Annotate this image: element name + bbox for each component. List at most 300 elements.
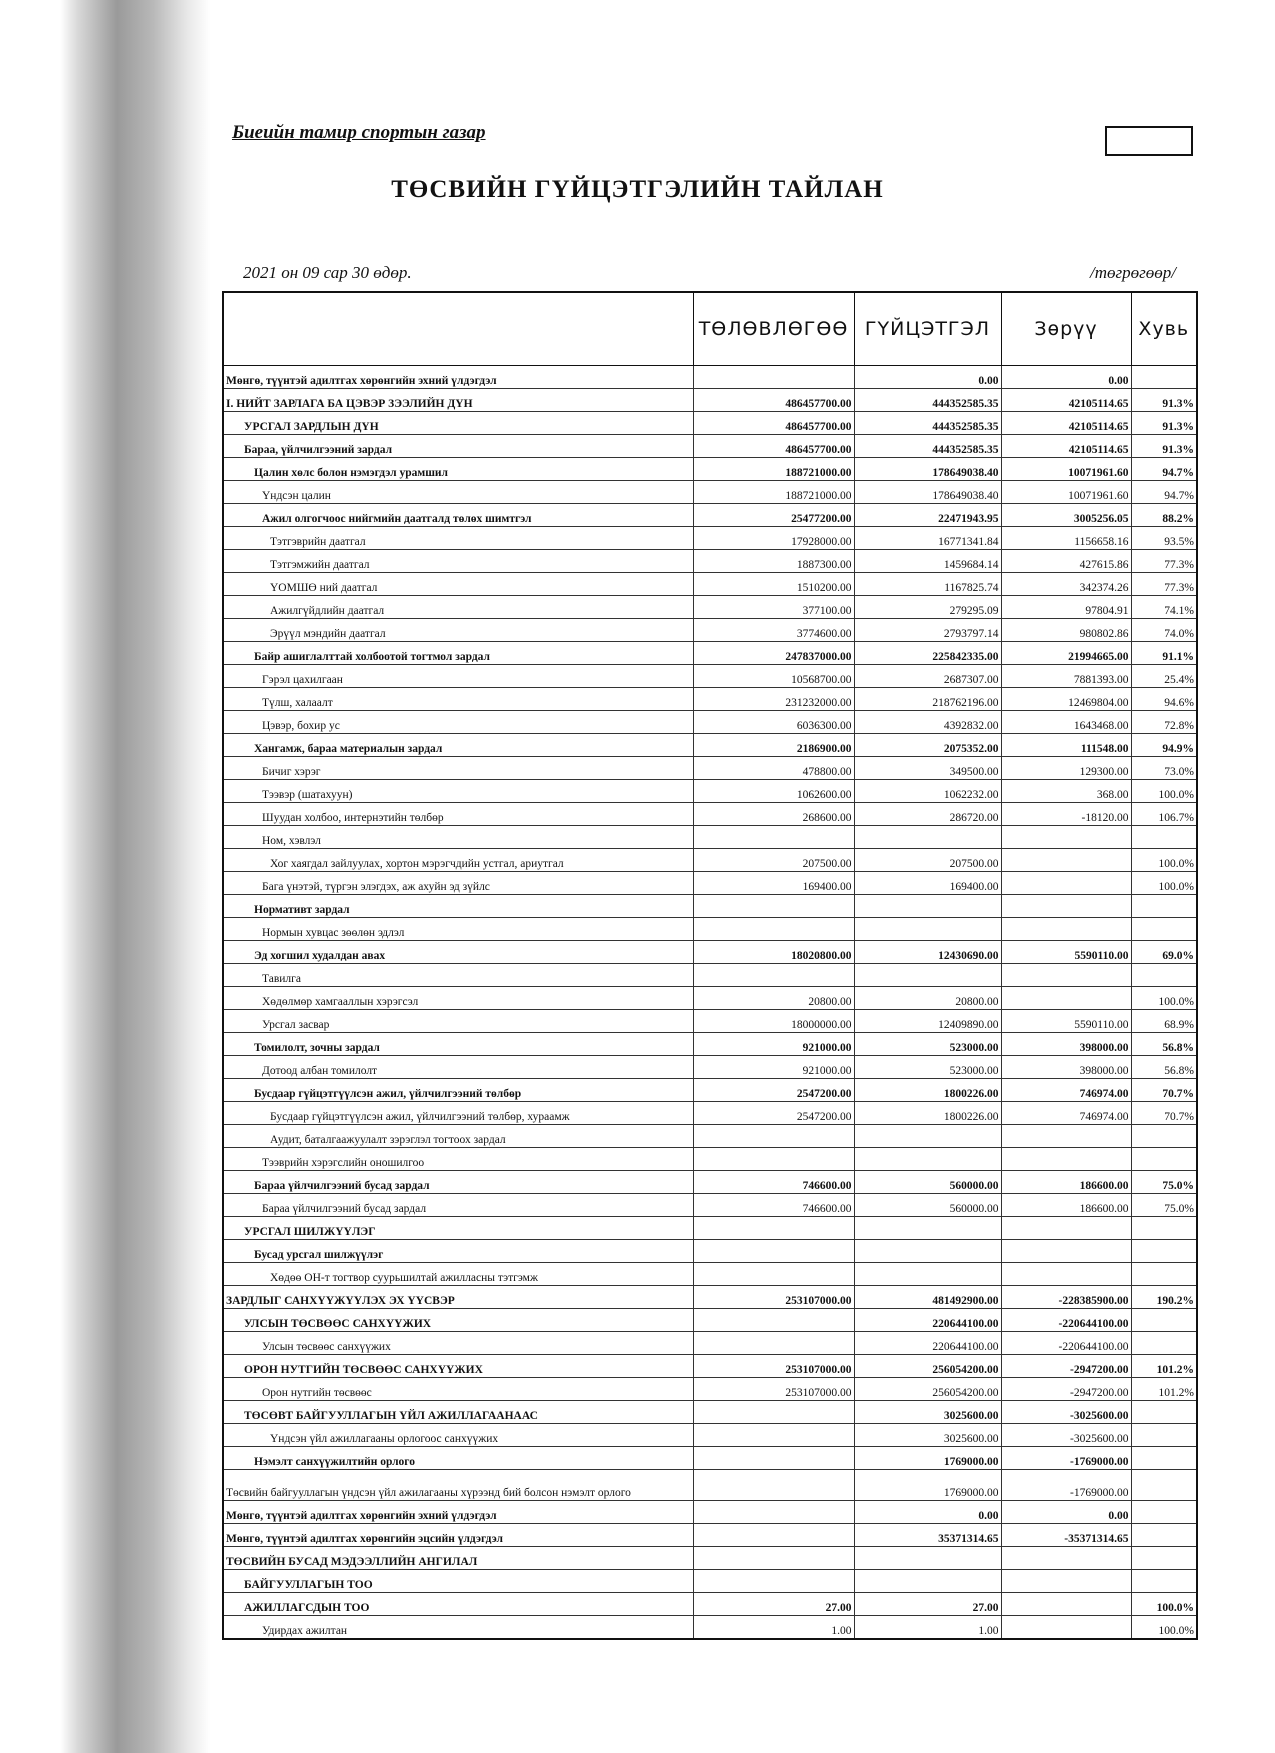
header-actual: ГҮЙЦЭТГЭЛ xyxy=(854,292,1001,366)
cell-percent xyxy=(1131,1470,1197,1501)
table-row xyxy=(223,734,1197,757)
cell-percent: 56.8% xyxy=(1131,1033,1197,1056)
cell-percent: 94.6% xyxy=(1131,688,1197,711)
cell-actual: 220644100.00 xyxy=(854,1332,1001,1355)
cell-percent xyxy=(1131,1424,1197,1447)
cell-difference xyxy=(1001,964,1131,987)
cell-plan: 25477200.00 xyxy=(693,504,854,527)
cell-difference xyxy=(1001,1616,1131,1640)
table-row xyxy=(223,596,1197,619)
cell-difference: -2947200.00 xyxy=(1001,1378,1131,1401)
header-plan: ТӨЛӨВЛӨГӨӨ xyxy=(693,292,854,366)
cell-difference xyxy=(1001,1125,1131,1148)
cell-percent: 75.0% xyxy=(1131,1171,1197,1194)
cell-plan xyxy=(693,1148,854,1171)
cell-difference: 186600.00 xyxy=(1001,1171,1131,1194)
cell-actual: 1062232.00 xyxy=(854,780,1001,803)
cell-plan: 169400.00 xyxy=(693,872,854,895)
row-label: Үндсэн үйл ажиллагааны орлогоос санхүүжих xyxy=(223,1424,693,1447)
cell-difference: 0.00 xyxy=(1001,1501,1131,1524)
cell-difference: 10071961.60 xyxy=(1001,458,1131,481)
cell-difference: -220644100.00 xyxy=(1001,1332,1131,1355)
table-row xyxy=(223,504,1197,527)
table-row xyxy=(223,1102,1197,1125)
cell-percent xyxy=(1131,895,1197,918)
table-row xyxy=(223,803,1197,826)
cell-difference: -3025600.00 xyxy=(1001,1401,1131,1424)
cell-percent: 91.3% xyxy=(1131,435,1197,458)
cell-plan: 478800.00 xyxy=(693,757,854,780)
cell-percent: 100.0% xyxy=(1131,1593,1197,1616)
cell-percent: 106.7% xyxy=(1131,803,1197,826)
cell-percent: 91.3% xyxy=(1131,412,1197,435)
cell-actual: 560000.00 xyxy=(854,1194,1001,1217)
table-row xyxy=(223,1240,1197,1263)
row-label: Тавилга xyxy=(223,964,693,987)
cell-plan: 746600.00 xyxy=(693,1194,854,1217)
cell-plan xyxy=(693,366,854,389)
table-row xyxy=(223,1593,1197,1616)
scan-binding-shadow xyxy=(60,0,210,1753)
cell-actual: 218762196.00 xyxy=(854,688,1001,711)
cell-actual: 1769000.00 xyxy=(854,1447,1001,1470)
cell-plan: 253107000.00 xyxy=(693,1286,854,1309)
row-label: Шуудан холбоо, интернэтийн төлбөр xyxy=(223,803,693,826)
table-row xyxy=(223,849,1197,872)
cell-actual: 1.00 xyxy=(854,1616,1001,1640)
cell-actual xyxy=(854,895,1001,918)
cell-difference: 427615.86 xyxy=(1001,550,1131,573)
cell-percent: 75.0% xyxy=(1131,1194,1197,1217)
cell-actual: 1800226.00 xyxy=(854,1079,1001,1102)
cell-plan: 1887300.00 xyxy=(693,550,854,573)
table-row xyxy=(223,1501,1197,1524)
row-label: ЗАРДЛЫГ САНХҮҮЖҮҮЛЭХ ЭХ ҮҮСВЭР xyxy=(223,1286,693,1309)
row-label: Ном, хэвлэл xyxy=(223,826,693,849)
cell-percent xyxy=(1131,366,1197,389)
cell-difference: 1643468.00 xyxy=(1001,711,1131,734)
table-row xyxy=(223,1286,1197,1309)
cell-difference xyxy=(1001,918,1131,941)
table-row xyxy=(223,1447,1197,1470)
cell-plan: 20800.00 xyxy=(693,987,854,1010)
cell-difference xyxy=(1001,987,1131,1010)
cell-percent: 70.7% xyxy=(1131,1079,1197,1102)
row-label: Хөдөлмөр хамгааллын хэрэгсэл xyxy=(223,987,693,1010)
cell-percent: 74.0% xyxy=(1131,619,1197,642)
cell-plan: 6036300.00 xyxy=(693,711,854,734)
cell-difference: 5590110.00 xyxy=(1001,1010,1131,1033)
row-label: ҮОМШӨ ний даатгал xyxy=(223,573,693,596)
cell-actual: 22471943.95 xyxy=(854,504,1001,527)
cell-plan xyxy=(693,1447,854,1470)
cell-difference: 746974.00 xyxy=(1001,1079,1131,1102)
table-row xyxy=(223,987,1197,1010)
table-row xyxy=(223,412,1197,435)
cell-plan xyxy=(693,1309,854,1332)
cell-difference: 398000.00 xyxy=(1001,1033,1131,1056)
row-label: Бараа үйлчилгээний бусад зардал xyxy=(223,1171,693,1194)
cell-difference: 42105114.65 xyxy=(1001,412,1131,435)
row-label: Тэтгэврийн даатгал xyxy=(223,527,693,550)
cell-actual: 12430690.00 xyxy=(854,941,1001,964)
cell-actual xyxy=(854,1125,1001,1148)
row-label: Мөнгө, түүнтэй адилтгах хөрөнгийн эхний үлдэгдэл xyxy=(223,366,693,389)
cell-actual: 2075352.00 xyxy=(854,734,1001,757)
header-label-column xyxy=(223,292,693,366)
cell-difference: 1156658.16 xyxy=(1001,527,1131,550)
cell-percent: 190.2% xyxy=(1131,1286,1197,1309)
report-title: ТӨСВИЙН ГҮЙЦЭТГЭЛИЙН ТАЙЛАН xyxy=(391,176,884,203)
cell-difference: 398000.00 xyxy=(1001,1056,1131,1079)
cell-percent: 68.9% xyxy=(1131,1010,1197,1033)
cell-difference: -1769000.00 xyxy=(1001,1447,1131,1470)
cell-plan: 921000.00 xyxy=(693,1033,854,1056)
cell-percent xyxy=(1131,1332,1197,1355)
cell-actual: 2687307.00 xyxy=(854,665,1001,688)
cell-plan xyxy=(693,1217,854,1240)
row-label: Томилолт, зочны зардал xyxy=(223,1033,693,1056)
cell-percent: 101.2% xyxy=(1131,1378,1197,1401)
cell-plan: 17928000.00 xyxy=(693,527,854,550)
cell-percent xyxy=(1131,1263,1197,1286)
row-label: Аудит, баталгаажуулалт зэрэглэл тогтоох зардал xyxy=(223,1125,693,1148)
cell-percent: 72.8% xyxy=(1131,711,1197,734)
table-row xyxy=(223,941,1197,964)
row-label: Эрүүл мэндийн даатгал xyxy=(223,619,693,642)
table-row xyxy=(223,1332,1197,1355)
cell-actual: 349500.00 xyxy=(854,757,1001,780)
table-row xyxy=(223,1010,1197,1033)
cell-difference: -18120.00 xyxy=(1001,803,1131,826)
cell-difference: 186600.00 xyxy=(1001,1194,1131,1217)
cell-percent xyxy=(1131,1217,1197,1240)
cell-plan: 377100.00 xyxy=(693,596,854,619)
cell-percent xyxy=(1131,1547,1197,1570)
table-row xyxy=(223,665,1197,688)
cell-difference xyxy=(1001,849,1131,872)
row-label: Хөдөө ОН-т тогтвор суурьшилтай ажилласны тэтгэмж xyxy=(223,1263,693,1286)
cell-percent: 77.3% xyxy=(1131,550,1197,573)
cell-actual: 256054200.00 xyxy=(854,1355,1001,1378)
row-label: Гэрэл цахилгаан xyxy=(223,665,693,688)
table-row xyxy=(223,1355,1197,1378)
cell-difference: -2947200.00 xyxy=(1001,1355,1131,1378)
cell-percent: 100.0% xyxy=(1131,1616,1197,1640)
cell-actual: 12409890.00 xyxy=(854,1010,1001,1033)
cell-plan: 207500.00 xyxy=(693,849,854,872)
table-row xyxy=(223,1079,1197,1102)
row-label: Ажил олгогчоос нийгмийн даатгалд төлөх шимтгэл xyxy=(223,504,693,527)
cell-percent: 94.9% xyxy=(1131,734,1197,757)
cell-plan xyxy=(693,964,854,987)
cell-plan: 921000.00 xyxy=(693,1056,854,1079)
row-label: Тээвэр (шатахуун) xyxy=(223,780,693,803)
cell-percent: 74.1% xyxy=(1131,596,1197,619)
cell-percent: 77.3% xyxy=(1131,573,1197,596)
cell-actual xyxy=(854,1570,1001,1593)
cell-plan: 231232000.00 xyxy=(693,688,854,711)
cell-actual: 1167825.74 xyxy=(854,573,1001,596)
row-label: Урсгал засвар xyxy=(223,1010,693,1033)
cell-plan xyxy=(693,1547,854,1570)
row-label: Түлш, халаалт xyxy=(223,688,693,711)
cell-difference: 980802.86 xyxy=(1001,619,1131,642)
table-row xyxy=(223,1125,1197,1148)
cell-difference xyxy=(1001,872,1131,895)
cell-plan xyxy=(693,1332,854,1355)
row-label: I. НИЙТ ЗАРЛАГА БА ЦЭВЭР ЗЭЭЛИЙН ДҮН xyxy=(223,389,693,412)
cell-percent: 25.4% xyxy=(1131,665,1197,688)
table-row xyxy=(223,1309,1197,1332)
row-label: ТӨСӨВТ БАЙГУУЛЛАГЫН ҮЙЛ АЖИЛЛАГААНААС xyxy=(223,1401,693,1424)
cell-difference xyxy=(1001,1217,1131,1240)
cell-difference xyxy=(1001,895,1131,918)
cell-plan: 253107000.00 xyxy=(693,1355,854,1378)
row-label: Бага үнэтэй, түргэн элэгдэх, аж ахуйн эд зүйлс xyxy=(223,872,693,895)
table-row xyxy=(223,895,1197,918)
cell-plan: 1510200.00 xyxy=(693,573,854,596)
cell-actual: 3025600.00 xyxy=(854,1424,1001,1447)
currency-unit: /төгрөгөөр/ xyxy=(1090,263,1176,282)
table-row xyxy=(223,1401,1197,1424)
cell-actual: 523000.00 xyxy=(854,1056,1001,1079)
cell-plan xyxy=(693,1401,854,1424)
row-label: Дотоод албан томилолт xyxy=(223,1056,693,1079)
row-label: Мөнгө, түүнтэй адилтгах хөрөнгийн эцсийн үлдэгдэл xyxy=(223,1524,693,1547)
cell-difference: 129300.00 xyxy=(1001,757,1131,780)
cell-actual: 169400.00 xyxy=(854,872,1001,895)
table-row xyxy=(223,1148,1197,1171)
cell-plan: 2186900.00 xyxy=(693,734,854,757)
cell-percent: 94.7% xyxy=(1131,458,1197,481)
table-header-row xyxy=(223,292,1197,366)
cell-actual: 279295.09 xyxy=(854,596,1001,619)
row-label: Мөнгө, түүнтэй адилтгах хөрөнгийн эхний үлдэгдэл xyxy=(223,1501,693,1524)
cell-difference: 42105114.65 xyxy=(1001,389,1131,412)
cell-actual xyxy=(854,1547,1001,1570)
cell-plan xyxy=(693,826,854,849)
cell-plan: 746600.00 xyxy=(693,1171,854,1194)
row-label: АЖИЛЛАГСДЫН ТОО xyxy=(223,1593,693,1616)
cell-actual: 444352585.35 xyxy=(854,412,1001,435)
cell-plan: 18020800.00 xyxy=(693,941,854,964)
cell-actual: 207500.00 xyxy=(854,849,1001,872)
row-label: Бусдаар гүйцэтгүүлсэн ажил, үйлчилгээний төлбөр xyxy=(223,1079,693,1102)
cell-actual xyxy=(854,1148,1001,1171)
cell-difference: 3005256.05 xyxy=(1001,504,1131,527)
organization-name: Биеийн тамир спортын газар xyxy=(232,122,486,143)
cell-percent: 100.0% xyxy=(1131,987,1197,1010)
cell-percent: 100.0% xyxy=(1131,849,1197,872)
cell-plan xyxy=(693,1125,854,1148)
cell-difference: 0.00 xyxy=(1001,366,1131,389)
cell-plan xyxy=(693,918,854,941)
table-row xyxy=(223,872,1197,895)
cell-percent xyxy=(1131,1570,1197,1593)
table-row xyxy=(223,527,1197,550)
cell-actual xyxy=(854,964,1001,987)
cell-percent xyxy=(1131,918,1197,941)
row-label: Бараа, үйлчилгээний зардал xyxy=(223,435,693,458)
row-label: УЛСЫН ТӨСВӨӨС САНХҮҮЖИХ xyxy=(223,1309,693,1332)
cell-actual: 178649038.40 xyxy=(854,458,1001,481)
cell-actual: 220644100.00 xyxy=(854,1309,1001,1332)
row-label: Удирдах ажилтан xyxy=(223,1616,693,1640)
table-row xyxy=(223,1171,1197,1194)
cell-plan: 486457700.00 xyxy=(693,412,854,435)
cell-plan xyxy=(693,895,854,918)
cell-percent: 70.7% xyxy=(1131,1102,1197,1125)
row-label: УРСГАЛ ЗАРДЛЫН ДҮН xyxy=(223,412,693,435)
cell-plan xyxy=(693,1263,854,1286)
row-label: Нормын хувцас зөөлөн эдлэл xyxy=(223,918,693,941)
row-label: Бусдаар гүйцэтгүүлсэн ажил, үйлчилгээний төлбөр, хураамж xyxy=(223,1102,693,1125)
table-row xyxy=(223,550,1197,573)
cell-actual: 0.00 xyxy=(854,366,1001,389)
cell-plan: 486457700.00 xyxy=(693,435,854,458)
cell-plan: 10568700.00 xyxy=(693,665,854,688)
cell-difference xyxy=(1001,826,1131,849)
cell-plan: 1062600.00 xyxy=(693,780,854,803)
cell-difference: -35371314.65 xyxy=(1001,1524,1131,1547)
cell-percent xyxy=(1131,826,1197,849)
cell-plan xyxy=(693,1470,854,1501)
cell-plan: 486457700.00 xyxy=(693,389,854,412)
header-percent: Хувь xyxy=(1131,292,1197,366)
cell-plan: 253107000.00 xyxy=(693,1378,854,1401)
cell-difference xyxy=(1001,1263,1131,1286)
cell-percent xyxy=(1131,964,1197,987)
cell-plan xyxy=(693,1524,854,1547)
row-label: Ажилгүйдлийн даатгал xyxy=(223,596,693,619)
cell-difference: 10071961.60 xyxy=(1001,481,1131,504)
cell-percent: 94.7% xyxy=(1131,481,1197,504)
cell-difference xyxy=(1001,1570,1131,1593)
row-label: БАЙГУУЛЛАГЫН ТОО xyxy=(223,1570,693,1593)
table-row xyxy=(223,1470,1197,1501)
table-row xyxy=(223,780,1197,803)
cell-difference: -1769000.00 xyxy=(1001,1470,1131,1501)
cell-actual: 560000.00 xyxy=(854,1171,1001,1194)
table-row xyxy=(223,711,1197,734)
row-label: Бусад урсгал шилжүүлэг xyxy=(223,1240,693,1263)
cell-actual xyxy=(854,826,1001,849)
row-label: Цэвэр, бохир ус xyxy=(223,711,693,734)
row-label: Байр ашиглалттай холбоотой тогтмол зардал xyxy=(223,642,693,665)
cell-plan: 2547200.00 xyxy=(693,1102,854,1125)
cell-percent: 91.1% xyxy=(1131,642,1197,665)
cell-percent: 93.5% xyxy=(1131,527,1197,550)
cell-percent xyxy=(1131,1501,1197,1524)
cell-difference xyxy=(1001,1593,1131,1616)
cell-plan: 18000000.00 xyxy=(693,1010,854,1033)
table-row xyxy=(223,1524,1197,1547)
row-label: Хог хаягдал зайлуулах, хортон мэрэгчдийн устгал, ариутгал xyxy=(223,849,693,872)
cell-plan xyxy=(693,1501,854,1524)
cell-percent xyxy=(1131,1524,1197,1547)
table-row xyxy=(223,1378,1197,1401)
cell-difference: 342374.26 xyxy=(1001,573,1131,596)
cell-plan: 247837000.00 xyxy=(693,642,854,665)
cell-actual: 16771341.84 xyxy=(854,527,1001,550)
cell-difference: 97804.91 xyxy=(1001,596,1131,619)
cell-difference: 111548.00 xyxy=(1001,734,1131,757)
row-label: Хангамж, бараа материалын зардал xyxy=(223,734,693,757)
table-row xyxy=(223,1217,1197,1240)
table-row xyxy=(223,1570,1197,1593)
table-row xyxy=(223,573,1197,596)
cell-plan: 3774600.00 xyxy=(693,619,854,642)
table-row xyxy=(223,964,1197,987)
cell-actual: 4392832.00 xyxy=(854,711,1001,734)
cell-actual: 178649038.40 xyxy=(854,481,1001,504)
cell-actual xyxy=(854,1263,1001,1286)
cell-actual xyxy=(854,918,1001,941)
cell-actual: 2793797.14 xyxy=(854,619,1001,642)
cell-plan: 2547200.00 xyxy=(693,1079,854,1102)
cell-percent: 91.3% xyxy=(1131,389,1197,412)
header-difference: Зөрүү xyxy=(1001,292,1131,366)
cell-actual: 444352585.35 xyxy=(854,435,1001,458)
cell-actual: 35371314.65 xyxy=(854,1524,1001,1547)
cell-percent: 100.0% xyxy=(1131,872,1197,895)
cell-difference xyxy=(1001,1148,1131,1171)
cell-percent xyxy=(1131,1240,1197,1263)
table-row xyxy=(223,642,1197,665)
cell-percent xyxy=(1131,1401,1197,1424)
table-row xyxy=(223,619,1197,642)
row-label: Орон нутгийн төсвөөс xyxy=(223,1378,693,1401)
cell-actual: 1459684.14 xyxy=(854,550,1001,573)
cell-percent: 73.0% xyxy=(1131,757,1197,780)
row-label: Тэтгэмжийн даатгал xyxy=(223,550,693,573)
cell-actual: 286720.00 xyxy=(854,803,1001,826)
table-row xyxy=(223,757,1197,780)
cell-plan xyxy=(693,1240,854,1263)
cell-plan: 188721000.00 xyxy=(693,458,854,481)
row-label: Улсын төсвөөс санхүүжих xyxy=(223,1332,693,1355)
row-label: УРСГАЛ ШИЛЖҮҮЛЭГ xyxy=(223,1217,693,1240)
cell-actual: 444352585.35 xyxy=(854,389,1001,412)
row-label: Төсвийн байгууллагын үндсэн үйл ажилагааны хүрээнд бий болсон нэмэлт орлого xyxy=(223,1470,693,1501)
cell-percent: 88.2% xyxy=(1131,504,1197,527)
row-label: Тээврийн хэрэгслийн оношилгоо xyxy=(223,1148,693,1171)
cell-percent: 100.0% xyxy=(1131,780,1197,803)
cell-actual: 20800.00 xyxy=(854,987,1001,1010)
row-label: ТӨСВИЙН БУСАД МЭДЭЭЛЛИЙН АНГИЛАЛ xyxy=(223,1547,693,1570)
table-body xyxy=(223,366,1197,1640)
cell-difference xyxy=(1001,1240,1131,1263)
row-label: Бичиг хэрэг xyxy=(223,757,693,780)
cell-difference: 12469804.00 xyxy=(1001,688,1131,711)
cell-actual xyxy=(854,1240,1001,1263)
cell-difference: -228385900.00 xyxy=(1001,1286,1131,1309)
cell-plan: 188721000.00 xyxy=(693,481,854,504)
document-code-box xyxy=(1105,126,1193,156)
cell-plan xyxy=(693,1424,854,1447)
table-row xyxy=(223,1547,1197,1570)
cell-percent: 101.2% xyxy=(1131,1355,1197,1378)
cell-actual: 1800226.00 xyxy=(854,1102,1001,1125)
table-row xyxy=(223,826,1197,849)
table-row xyxy=(223,1194,1197,1217)
cell-difference: 42105114.65 xyxy=(1001,435,1131,458)
cell-plan xyxy=(693,1570,854,1593)
table-row xyxy=(223,389,1197,412)
table-row xyxy=(223,1056,1197,1079)
row-label: Эд хогшил худалдан авах xyxy=(223,941,693,964)
